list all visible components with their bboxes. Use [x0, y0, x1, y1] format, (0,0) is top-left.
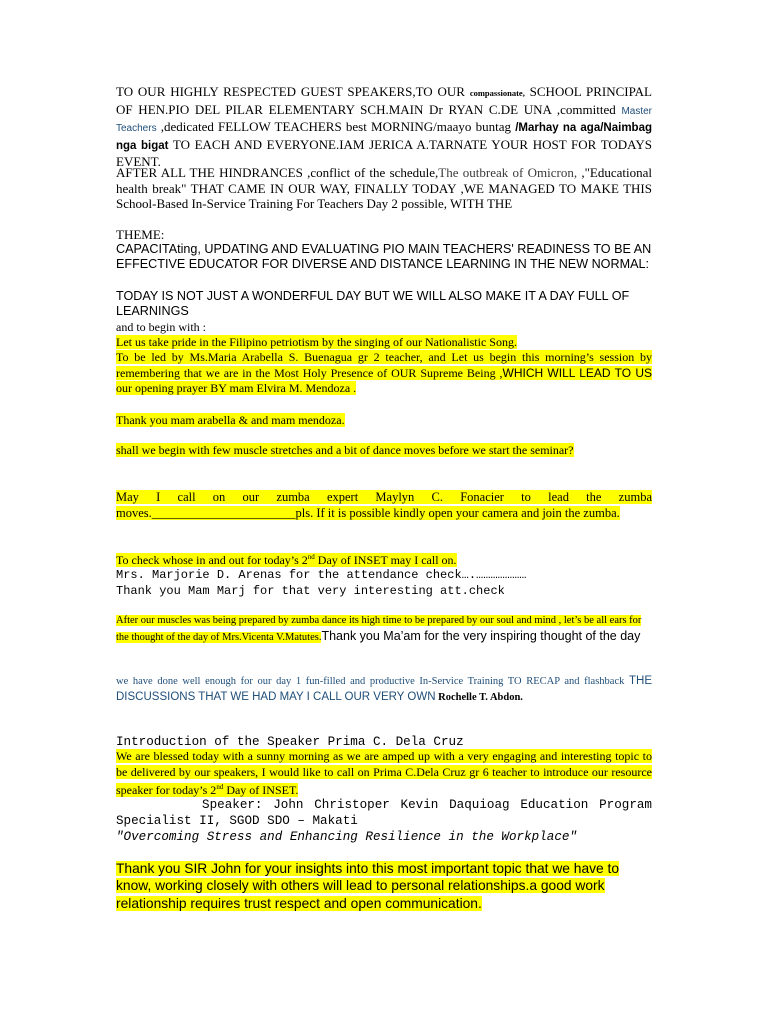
zumba-paragraph: May I call on our zumba expert Maylyn C. Fonacier to lead the zumba moves._______________________pls. If it is possible kindly open your camera and join the zumba. [116, 490, 652, 520]
attendance-call: To check whose in and out for today’s 2nd Day of INSET may I call on. [116, 553, 457, 567]
attendance-thanks: Thank you Mam Marj for that very interesting att.check [116, 584, 505, 598]
attendance-marjorie: Mrs. Marjorie D. Arenas for the attendance check….………………… [116, 568, 527, 582]
speaker-name: Speaker: John Christoper Kevin Daquioag Education Program Specialist II, SGOD SDO – Makati [116, 798, 660, 828]
theme-label: THEME: [116, 227, 165, 242]
greeting-paragraph: TO OUR HIGHLY RESPECTED GUEST SPEAKERS,TO OUR compassionate, SCHOOL PRINCIPAL OF HEN.PIO DEL PILAR ELEMENTARY SCH.MAIN Dr RYAN C.DE UNA ,committed Master Teachers ,dedicated FELLOW TEACHERS best MORNING/maayo buntag /Marhay na aga/Naimbag nga bigat TO EACH AND EVERYONE.IAM JERICA A.TARNATE YOUR HOST FOR TODAYS EVENT. [116, 84, 652, 170]
today-text: TODAY IS NOT JUST A WONDERFUL DAY BUT WE WILL ALSO MAKE IT A DAY FULL OF LEARNINGS [116, 289, 630, 319]
prayer-paragraph: To be led by Ms.Maria Arabella S. Buenagua gr 2 teacher, and Let us begin this morning’s session by remembering that we are in the Most Holy Presence of OUR Supreme Being ,WHICH WILL LEAD TO US our opening prayer BY mam Elvira M. Mendoza . [116, 350, 652, 396]
thought-paragraph: After our muscles was being prepared by zumba dance its high time to be prepared by our soul and mind , let’s be all ears for the thought of the day of Mrs.Vicenta V.Matutes.Thank you Ma’am for the very inspiring thought of the day [116, 615, 642, 643]
begin-text: and to begin with : [116, 320, 206, 334]
closing-paragraph: Thank you SIR John for your insights into this most important topic that we have to know, working closely with others will lead to personal relationships.a good work relationship requires trust respect and open communication. [116, 861, 620, 911]
speaker-intro-heading: Introduction of the Speaker Prima C. Dela Cruz [116, 735, 464, 749]
thanks-arabella: Thank you mam arabella & and mam mendoza. [116, 413, 345, 427]
hindrances-paragraph: AFTER ALL THE HINDRANCES ,conflict of the schedule,The outbreak of Omicron, ,"Educational health break" THAT CAME IN OUR WAY, FINALLY TODAY ,WE MANAGED TO MAKE THIS School-Based In-Service Training For Teachers Day 2 possible, WITH THE [116, 165, 652, 212]
blessed-paragraph: We are blessed today with a sunny morning as we are amped up with a very engaging and interesting topic to be delivered by our speakers, I would like to call on Prima C.Dela Cruz gr 6 teacher to introduce our resource speaker for today’s 2nd Day of INSET. [116, 749, 652, 797]
recap-paragraph: we have done well enough for our day 1 fun-filled and productive In-Service Training TO RECAP and flashback THE DISCUSSIONS THAT WE HAD MAY I CALL OUR VERY OWN Rochelle T. Abdon. [116, 675, 652, 703]
speaker-topic: "Overcoming Stress and Enhancing Resilience in the Workplace" [116, 830, 578, 844]
pride-line: Let us take pride in the Filipino petriotism by the singing of our Nationalistic Song. [116, 335, 517, 349]
theme-text: CAPACITAting, UPDATING AND EVALUATING PIO MAIN TEACHERS' READINESS TO BE AN EFFECTIVE EDUCATOR FOR DIVERSE AND DISTANCE LEARNING IN THE NEW NORMAL: [116, 242, 652, 272]
stretches-paragraph: shall we begin with few muscle stretches and a bit of dance moves before we start the seminar? [116, 443, 574, 457]
